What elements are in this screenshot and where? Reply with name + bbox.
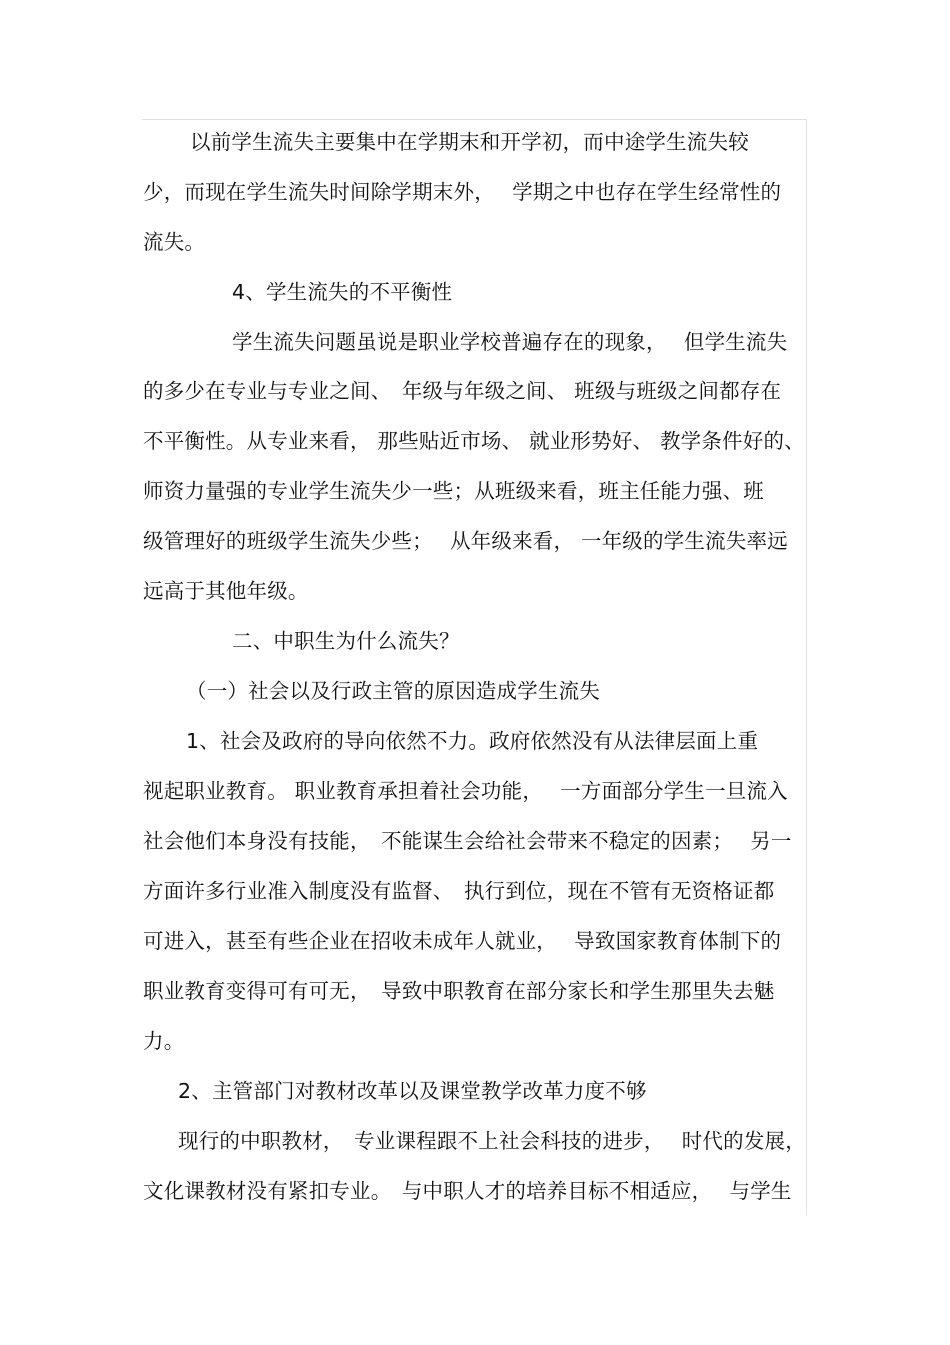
subsection-heading: （一）社会以及行政主管的原因造成学生流失 [186,679,600,703]
paragraph-line: 力。 [143,1029,185,1053]
paragraph-line: 少，而现在学生流失时间除学期末外， 学期之中也存在学生经常性的 [143,180,782,204]
paragraph-line: 远高于其他年级。 [143,579,309,603]
paragraph-line: 学生流失问题虽说是职业学校普遍存在的现象， 但学生流失 [232,330,788,354]
section-heading: 2、主管部门对教材改革以及课堂教学改革力度不够 [178,1079,647,1103]
paragraph-line: 的多少在专业与专业之间、 年级与年级之间、 班级与班级之间都存在 [143,379,782,403]
paragraph-line: 1、社会及政府的导向依然不力。政府依然没有从法律层面上重 [186,729,759,753]
paragraph-line: 以前学生流失主要集中在学期末和开学初，而中途学生流失较 [190,130,749,154]
paragraph-line: 流失。 [143,230,206,254]
paragraph-line: 职业教育变得可有可无， 导致中职教育在部分家长和学生那里失去魅 [143,979,775,1003]
paragraph-line: 现行的中职教材， 专业课程跟不上社会科技的进步， 时代的发展， [178,1129,806,1153]
section-heading: 二、中职生为什么流失？ [232,629,460,653]
paragraph-line: 不平衡性。从专业来看， 那些贴近市场、 就业形势好、 教学条件好的、 [143,429,805,453]
section-heading: 4、学生流失的不平衡性 [232,280,453,304]
paragraph-line: 文化课教材没有紧扣专业。 与中职人才的培养目标不相适应， 与学生 [143,1179,792,1203]
paragraph-line: 师资力量强的专业学生流失少一些；从班级来看，班主任能力强、班 [143,479,764,503]
paragraph-line: 社会他们本身没有技能， 不能谋生会给社会带来不稳定的因素； 另一 [143,829,792,853]
paragraph-line: 视起职业教育。 职业教育承担着社会功能， 一方面部分学生一旦流入 [143,779,788,803]
paragraph-line: 级管理好的班级学生流失少些； 从年级来看， 一年级的学生流失率远 [143,529,788,553]
paragraph-line: 方面许多行业准入制度没有监督、 执行到位，现在不管有无资格证都 [143,879,775,903]
paragraph-line: 可进入，甚至有些企业在招收未成年人就业， 导致国家教育体制下的 [143,929,782,953]
